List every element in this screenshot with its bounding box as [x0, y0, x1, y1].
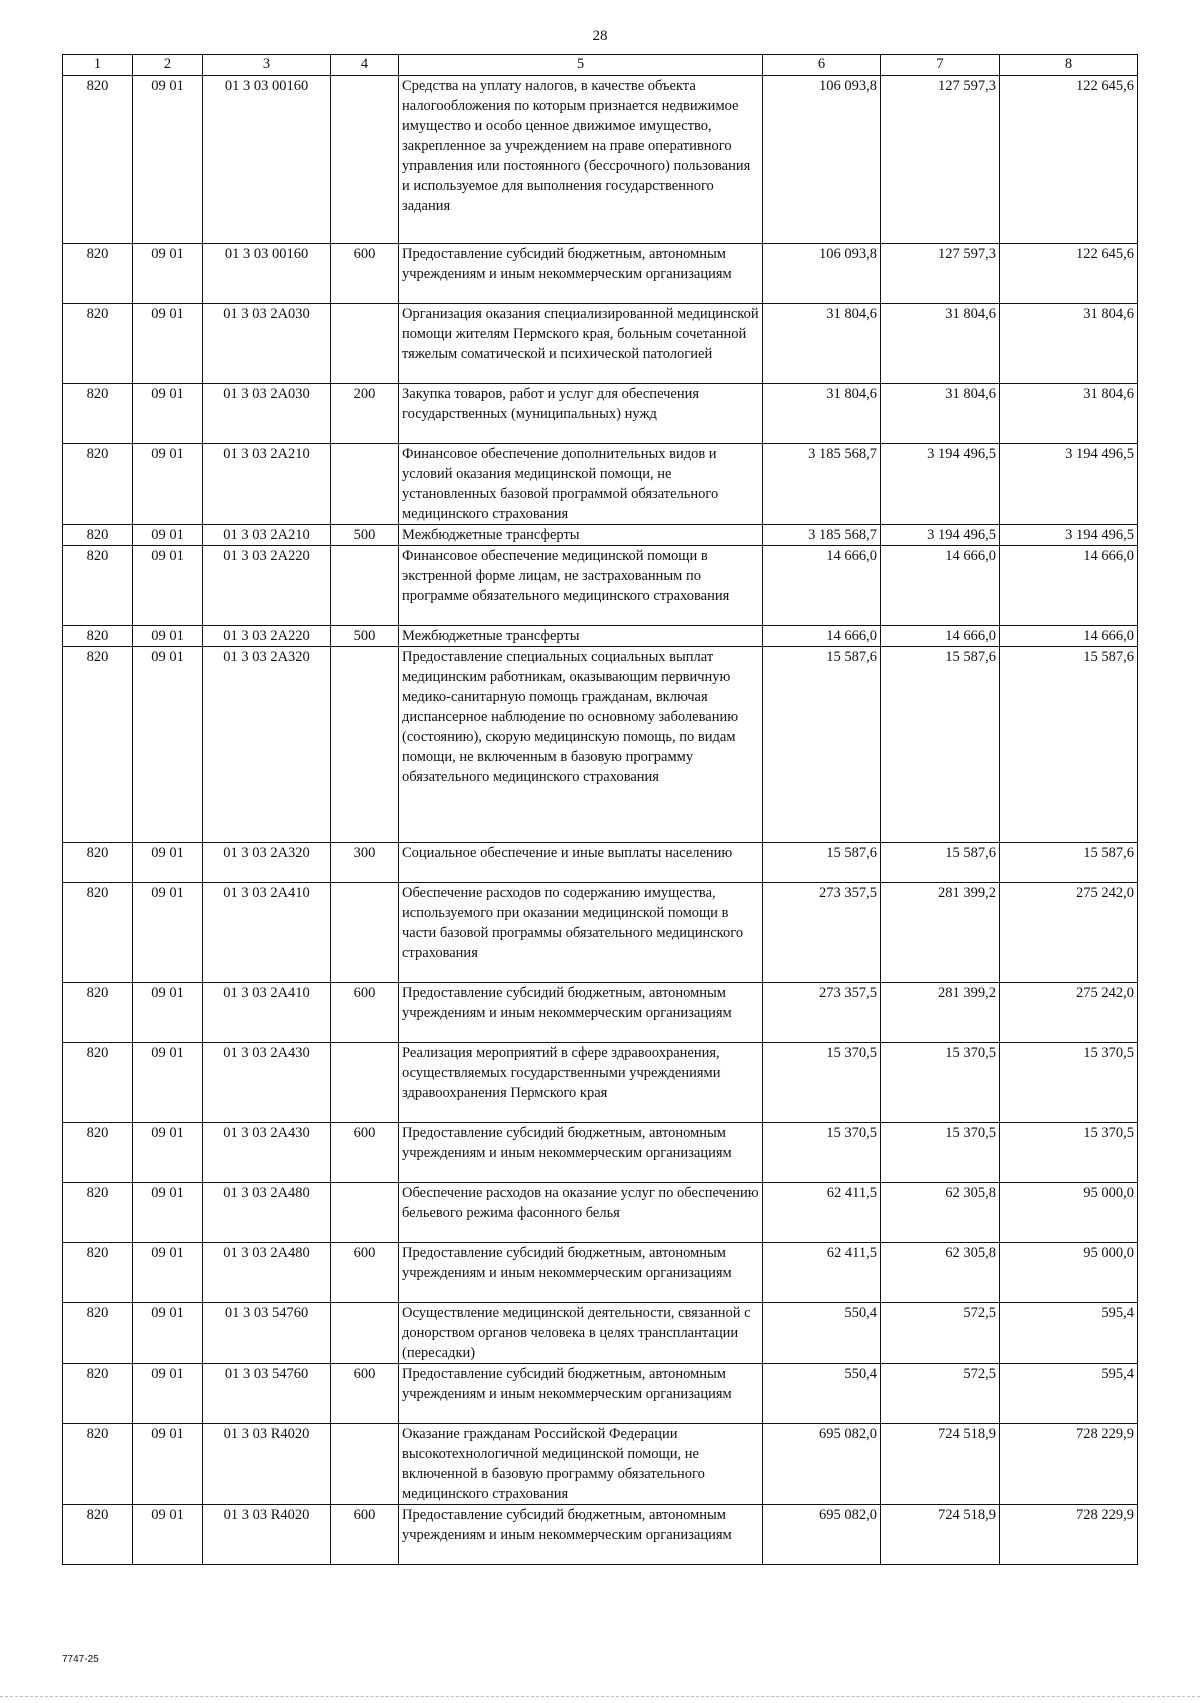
column-header: 1: [63, 55, 133, 76]
cell-target-article: 01 3 03 00160: [203, 244, 331, 304]
cell-chapter-code: 820: [63, 1183, 133, 1243]
cell-description: Закупка товаров, работ и услуг для обеспечения государственных (муниципальных) нужд: [399, 384, 763, 444]
table-header: [63, 55, 1138, 76]
cell-description: Финансовое обеспечение дополнительных видов и условий оказания медицинской помощи, не установленных базовой программой обязательного медицинского страхования: [399, 444, 763, 525]
cell-amount-col6: 695 082,0: [763, 1424, 881, 1505]
cell-expense-type: [331, 1424, 399, 1505]
cell-amount-col8: 122 645,6: [1000, 76, 1138, 244]
cell-target-article: 01 3 03 00160: [203, 76, 331, 244]
cell-expense-type: [331, 647, 399, 843]
cell-description: Социальное обеспечение и иные выплаты населению: [399, 843, 763, 883]
column-header: 6: [763, 55, 881, 76]
cell-target-article: 01 3 03 R4020: [203, 1424, 331, 1505]
cell-expense-type: 300: [331, 843, 399, 883]
cell-amount-col7: 281 399,2: [881, 983, 1000, 1043]
cell-chapter-code: 820: [63, 1505, 133, 1565]
cell-description: Средства на уплату налогов, в качестве объекта налогообложения по которым признается недвижимое имущество и особо ценное движимое имущество, закрепленное за учреждением на праве оперативного управления или постоянного (бессрочного) пользования и используемое для выполнения государственного задания: [399, 76, 763, 244]
cell-chapter-code: 820: [63, 1424, 133, 1505]
cell-expense-type: [331, 304, 399, 384]
cell-description: Предоставление субсидий бюджетным, автономным учреждениям и иным некоммерческим организациям: [399, 1243, 763, 1303]
cell-expense-type: 600: [331, 1505, 399, 1565]
cell-chapter-code: 820: [63, 647, 133, 843]
column-header: 4: [331, 55, 399, 76]
cell-description: Межбюджетные трансферты: [399, 525, 763, 546]
cell-section-code: 09 01: [133, 384, 203, 444]
cell-amount-col7: 127 597,3: [881, 76, 1000, 244]
column-header: 8: [1000, 55, 1138, 76]
cell-section-code: 09 01: [133, 244, 203, 304]
table-row: [63, 76, 1138, 244]
table-row: [63, 1123, 1138, 1183]
cell-chapter-code: 820: [63, 76, 133, 244]
cell-chapter-code: 820: [63, 444, 133, 525]
table-row: [63, 983, 1138, 1043]
cell-amount-col6: 3 185 568,7: [763, 444, 881, 525]
cell-section-code: 09 01: [133, 1424, 203, 1505]
cell-target-article: 01 3 03 2А220: [203, 626, 331, 647]
cell-target-article: 01 3 03 2А030: [203, 304, 331, 384]
cell-amount-col7: 3 194 496,5: [881, 525, 1000, 546]
cell-amount-col7: 62 305,8: [881, 1183, 1000, 1243]
cell-amount-col6: 695 082,0: [763, 1505, 881, 1565]
cell-expense-type: 600: [331, 244, 399, 304]
cell-amount-col6: 31 804,6: [763, 384, 881, 444]
cell-expense-type: [331, 1303, 399, 1364]
cell-amount-col7: 15 370,5: [881, 1043, 1000, 1123]
cell-amount-col7: 572,5: [881, 1303, 1000, 1364]
cell-amount-col7: 724 518,9: [881, 1505, 1000, 1565]
table-row: [63, 1505, 1138, 1565]
cell-section-code: 09 01: [133, 1505, 203, 1565]
cell-amount-col8: 95 000,0: [1000, 1243, 1138, 1303]
cell-target-article: 01 3 03 2А410: [203, 983, 331, 1043]
cell-section-code: 09 01: [133, 1183, 203, 1243]
table-row: [63, 883, 1138, 983]
cell-expense-type: [331, 883, 399, 983]
cell-description: Осуществление медицинской деятельности, связанной с донорством органов человека в целях трансплантации (пересадки): [399, 1303, 763, 1364]
page-number: 28: [592, 28, 608, 44]
cell-chapter-code: 820: [63, 1364, 133, 1424]
scan-edge-divider: [0, 1696, 1200, 1698]
table-row: [63, 1424, 1138, 1505]
cell-chapter-code: 820: [63, 1123, 133, 1183]
cell-amount-col6: 14 666,0: [763, 546, 881, 626]
cell-target-article: 01 3 03 2А480: [203, 1183, 331, 1243]
cell-section-code: 09 01: [133, 525, 203, 546]
cell-amount-col8: 31 804,6: [1000, 384, 1138, 444]
cell-section-code: 09 01: [133, 1364, 203, 1424]
cell-target-article: 01 3 03 2А220: [203, 546, 331, 626]
cell-section-code: 09 01: [133, 304, 203, 384]
cell-section-code: 09 01: [133, 983, 203, 1043]
cell-chapter-code: 820: [63, 304, 133, 384]
table-row: [63, 1043, 1138, 1123]
cell-chapter-code: 820: [63, 1043, 133, 1123]
cell-amount-col6: 14 666,0: [763, 626, 881, 647]
cell-description: Предоставление субсидий бюджетным, автономным учреждениям и иным некоммерческим организациям: [399, 244, 763, 304]
cell-section-code: 09 01: [133, 444, 203, 525]
cell-expense-type: 600: [331, 983, 399, 1043]
cell-section-code: 09 01: [133, 76, 203, 244]
cell-amount-col7: 572,5: [881, 1364, 1000, 1424]
cell-amount-col6: 62 411,5: [763, 1243, 881, 1303]
cell-amount-col8: 3 194 496,5: [1000, 525, 1138, 546]
cell-amount-col6: 106 093,8: [763, 244, 881, 304]
cell-expense-type: [331, 444, 399, 525]
cell-description: Предоставление субсидий бюджетным, автономным учреждениям и иным некоммерческим организациям: [399, 1123, 763, 1183]
cell-amount-col7: 14 666,0: [881, 546, 1000, 626]
cell-amount-col8: 14 666,0: [1000, 626, 1138, 647]
cell-target-article: 01 3 03 54760: [203, 1303, 331, 1364]
cell-expense-type: 600: [331, 1243, 399, 1303]
cell-expense-type: 500: [331, 525, 399, 546]
cell-amount-col6: 273 357,5: [763, 883, 881, 983]
cell-target-article: 01 3 03 2А430: [203, 1043, 331, 1123]
cell-expense-type: [331, 76, 399, 244]
cell-expense-type: [331, 1043, 399, 1123]
cell-amount-col6: 62 411,5: [763, 1183, 881, 1243]
cell-amount-col6: 106 093,8: [763, 76, 881, 244]
cell-description: Обеспечение расходов на оказание услуг по обеспечению бельевого режима фасонного белья: [399, 1183, 763, 1243]
cell-amount-col6: 3 185 568,7: [763, 525, 881, 546]
cell-amount-col6: 550,4: [763, 1364, 881, 1424]
cell-description: Обеспечение расходов по содержанию имущества, используемого при оказании медицинской помощи в части базовой программы обязательного медицинского страхования: [399, 883, 763, 983]
table-row: [63, 1243, 1138, 1303]
cell-description: Предоставление специальных социальных выплат медицинским работникам, оказывающим первичную медико-санитарную помощь гражданам, включая диспансерное наблюдение по основному заболеванию (состоянию), скорую медицинскую помощь, по видам помощи, не включенным в базовую программу обязательного медицинского страхования: [399, 647, 763, 843]
column-header: 7: [881, 55, 1000, 76]
cell-description: Межбюджетные трансферты: [399, 626, 763, 647]
cell-expense-type: 200: [331, 384, 399, 444]
cell-amount-col7: 31 804,6: [881, 304, 1000, 384]
cell-section-code: 09 01: [133, 1243, 203, 1303]
cell-expense-type: [331, 1183, 399, 1243]
cell-target-article: 01 3 03 R4020: [203, 1505, 331, 1565]
cell-target-article: 01 3 03 2А410: [203, 883, 331, 983]
cell-expense-type: 600: [331, 1123, 399, 1183]
cell-section-code: 09 01: [133, 546, 203, 626]
cell-section-code: 09 01: [133, 647, 203, 843]
cell-amount-col8: 3 194 496,5: [1000, 444, 1138, 525]
cell-amount-col8: 275 242,0: [1000, 983, 1138, 1043]
cell-description: Предоставление субсидий бюджетным, автономным учреждениям и иным некоммерческим организациям: [399, 983, 763, 1043]
cell-target-article: 01 3 03 2А210: [203, 444, 331, 525]
cell-chapter-code: 820: [63, 983, 133, 1043]
table-row: [63, 384, 1138, 444]
cell-amount-col8: 15 370,5: [1000, 1123, 1138, 1183]
table-row: [63, 244, 1138, 304]
cell-chapter-code: 820: [63, 626, 133, 647]
column-header: 2: [133, 55, 203, 76]
table-row: [63, 546, 1138, 626]
cell-chapter-code: 820: [63, 244, 133, 304]
table-row: [63, 843, 1138, 883]
cell-section-code: 09 01: [133, 1303, 203, 1364]
cell-expense-type: 600: [331, 1364, 399, 1424]
header-row: [63, 55, 1138, 76]
cell-amount-col8: 728 229,9: [1000, 1505, 1138, 1565]
cell-chapter-code: 820: [63, 384, 133, 444]
cell-section-code: 09 01: [133, 1043, 203, 1123]
cell-target-article: 01 3 03 2А430: [203, 1123, 331, 1183]
cell-amount-col7: 14 666,0: [881, 626, 1000, 647]
cell-amount-col8: 595,4: [1000, 1364, 1138, 1424]
column-header: 5: [399, 55, 763, 76]
cell-amount-col8: 15 587,6: [1000, 843, 1138, 883]
cell-amount-col8: 14 666,0: [1000, 546, 1138, 626]
table-row: [63, 1364, 1138, 1424]
cell-amount-col7: 127 597,3: [881, 244, 1000, 304]
cell-chapter-code: 820: [63, 1303, 133, 1364]
cell-amount-col7: 62 305,8: [881, 1243, 1000, 1303]
cell-amount-col8: 275 242,0: [1000, 883, 1138, 983]
table-row: [63, 1183, 1138, 1243]
cell-chapter-code: 820: [63, 525, 133, 546]
cell-target-article: 01 3 03 2А210: [203, 525, 331, 546]
cell-section-code: 09 01: [133, 1123, 203, 1183]
budget-table: [62, 54, 1138, 1565]
cell-section-code: 09 01: [133, 626, 203, 647]
cell-target-article: 01 3 03 2А480: [203, 1243, 331, 1303]
cell-amount-col8: 95 000,0: [1000, 1183, 1138, 1243]
cell-description: Предоставление субсидий бюджетным, автономным учреждениям и иным некоммерческим организациям: [399, 1505, 763, 1565]
table-row: [63, 444, 1138, 525]
cell-amount-col8: 122 645,6: [1000, 244, 1138, 304]
cell-amount-col7: 15 587,6: [881, 843, 1000, 883]
table-row: [63, 626, 1138, 647]
cell-target-article: 01 3 03 2А320: [203, 843, 331, 883]
cell-target-article: 01 3 03 2А030: [203, 384, 331, 444]
table-row: [63, 525, 1138, 546]
cell-chapter-code: 820: [63, 843, 133, 883]
cell-amount-col8: 15 587,6: [1000, 647, 1138, 843]
cell-target-article: 01 3 03 2А320: [203, 647, 331, 843]
cell-section-code: 09 01: [133, 843, 203, 883]
cell-amount-col8: 595,4: [1000, 1303, 1138, 1364]
cell-amount-col8: 31 804,6: [1000, 304, 1138, 384]
table-row: [63, 647, 1138, 843]
cell-description: Предоставление субсидий бюджетным, автономным учреждениям и иным некоммерческим организациям: [399, 1364, 763, 1424]
cell-amount-col6: 31 804,6: [763, 304, 881, 384]
cell-amount-col6: 15 370,5: [763, 1043, 881, 1123]
cell-chapter-code: 820: [63, 883, 133, 983]
cell-description: Организация оказания специализированной медицинской помощи жителям Пермского края, больным сочетанной тяжелым соматической и психической патологией: [399, 304, 763, 384]
table-row: [63, 304, 1138, 384]
cell-amount-col8: 15 370,5: [1000, 1043, 1138, 1123]
cell-chapter-code: 820: [63, 1243, 133, 1303]
cell-amount-col7: 281 399,2: [881, 883, 1000, 983]
column-header: 3: [203, 55, 331, 76]
cell-amount-col7: 15 587,6: [881, 647, 1000, 843]
cell-amount-col6: 273 357,5: [763, 983, 881, 1043]
cell-amount-col6: 15 587,6: [763, 843, 881, 883]
cell-amount-col7: 15 370,5: [881, 1123, 1000, 1183]
cell-expense-type: 500: [331, 626, 399, 647]
footer-code: 7747-25: [62, 1654, 99, 1665]
cell-expense-type: [331, 546, 399, 626]
cell-description: Реализация мероприятий в сфере здравоохранения, осуществляемых государственными учреждениями здравоохранения Пермского края: [399, 1043, 763, 1123]
cell-amount-col7: 3 194 496,5: [881, 444, 1000, 525]
cell-amount-col7: 724 518,9: [881, 1424, 1000, 1505]
cell-amount-col7: 31 804,6: [881, 384, 1000, 444]
table-row: [63, 1303, 1138, 1364]
cell-chapter-code: 820: [63, 546, 133, 626]
cell-amount-col6: 15 370,5: [763, 1123, 881, 1183]
table-body: [63, 76, 1138, 1565]
cell-amount-col6: 550,4: [763, 1303, 881, 1364]
cell-description: Финансовое обеспечение медицинской помощи в экстренной форме лицам, не застрахованным по программе обязательного медицинского страхования: [399, 546, 763, 626]
cell-description: Оказание гражданам Российской Федерации высокотехнологичной медицинской помощи, не включенной в базовую программу обязательного медицинского страхования: [399, 1424, 763, 1505]
cell-target-article: 01 3 03 54760: [203, 1364, 331, 1424]
cell-amount-col6: 15 587,6: [763, 647, 881, 843]
cell-section-code: 09 01: [133, 883, 203, 983]
cell-amount-col8: 728 229,9: [1000, 1424, 1138, 1505]
